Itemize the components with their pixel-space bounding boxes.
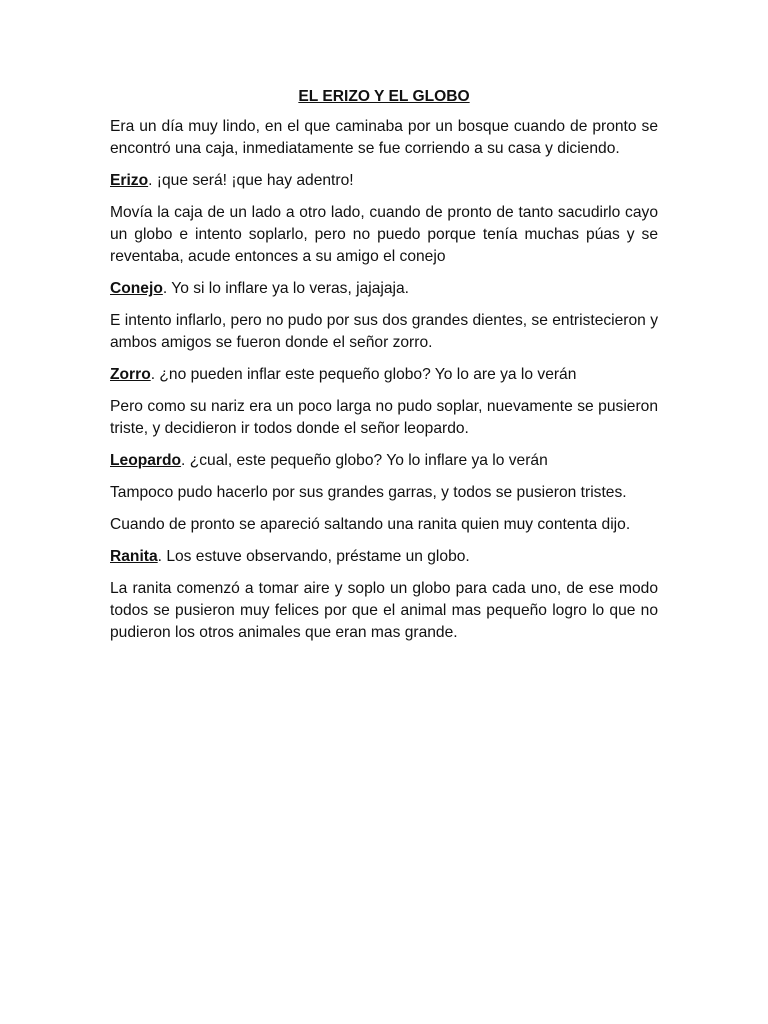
- dialogue-paragraph: [110, 546, 658, 568]
- paragraph-text: Tampoco pudo hacerlo por sus grandes garras, y todos se pusieron tristes.: [110, 484, 627, 501]
- dialogue-paragraph: [110, 278, 658, 300]
- speaker-name: Leopardo: [110, 452, 182, 469]
- dialogue-text: . ¡que será! ¡que hay adentro!: [148, 172, 354, 189]
- story-paragraph: [110, 202, 658, 268]
- dialogue-text: . Los estuve observando, préstame un globo.: [157, 548, 470, 565]
- paragraph-text: Movía la caja de un lado a otro lado, cuando de pronto de tanto sacudirlo cayo un globo e intento soplarlo, pero no puedo porque tenía muchas púas y se reventaba, acude entonces a su amigo el conejo: [110, 204, 658, 265]
- paragraph-text: E intento inflarlo, pero no pudo por sus dos grandes dientes, se entristecieron y ambos amigos se fueron donde el señor zorro.: [110, 312, 658, 351]
- dialogue-text: . ¿cual, este pequeño globo? Yo lo inflare ya lo verán: [181, 452, 548, 469]
- dialogue-text: . Yo si lo inflare ya lo veras, jajajaja.: [162, 280, 410, 297]
- speaker-name: Erizo: [110, 172, 149, 189]
- speaker-name: Zorro: [110, 366, 151, 383]
- document-content: [110, 86, 658, 654]
- dialogue-paragraph: [110, 170, 658, 192]
- dialogue-text: . ¿no pueden inflar este pequeño globo? Yo lo are ya lo verán: [150, 366, 577, 383]
- story-paragraph: [110, 578, 658, 644]
- story-paragraph: [110, 482, 658, 504]
- dialogue-paragraph: [110, 450, 658, 472]
- paragraph-text: La ranita comenzó a tomar aire y soplo un globo para cada uno, de ese modo todos se pusieron muy felices por que el animal mas pequeño logro lo que no pudieron los otros animales que eran mas grande.: [110, 580, 658, 641]
- paragraph-text: Pero como su nariz era un poco larga no pudo soplar, nuevamente se pusieron triste, y decidieron ir todos donde el señor leopardo.: [110, 398, 658, 437]
- speaker-name: Conejo: [110, 280, 163, 297]
- story-paragraph: [110, 396, 658, 440]
- speaker-name: Ranita: [110, 548, 158, 565]
- story-paragraph: [110, 514, 658, 536]
- dialogue-paragraph: [110, 364, 658, 386]
- story-paragraph: [110, 310, 658, 354]
- paragraph-text: Cuando de pronto se apareció saltando una ranita quien muy contenta dijo.: [110, 516, 631, 533]
- document-title: EL ERIZO Y EL GLOBO: [298, 88, 470, 105]
- paragraph-text: Era un día muy lindo, en el que caminaba por un bosque cuando de pronto se encontró una caja, inmediatamente se fue corriendo a su casa y diciendo.: [110, 118, 658, 157]
- story-paragraph: [110, 116, 658, 160]
